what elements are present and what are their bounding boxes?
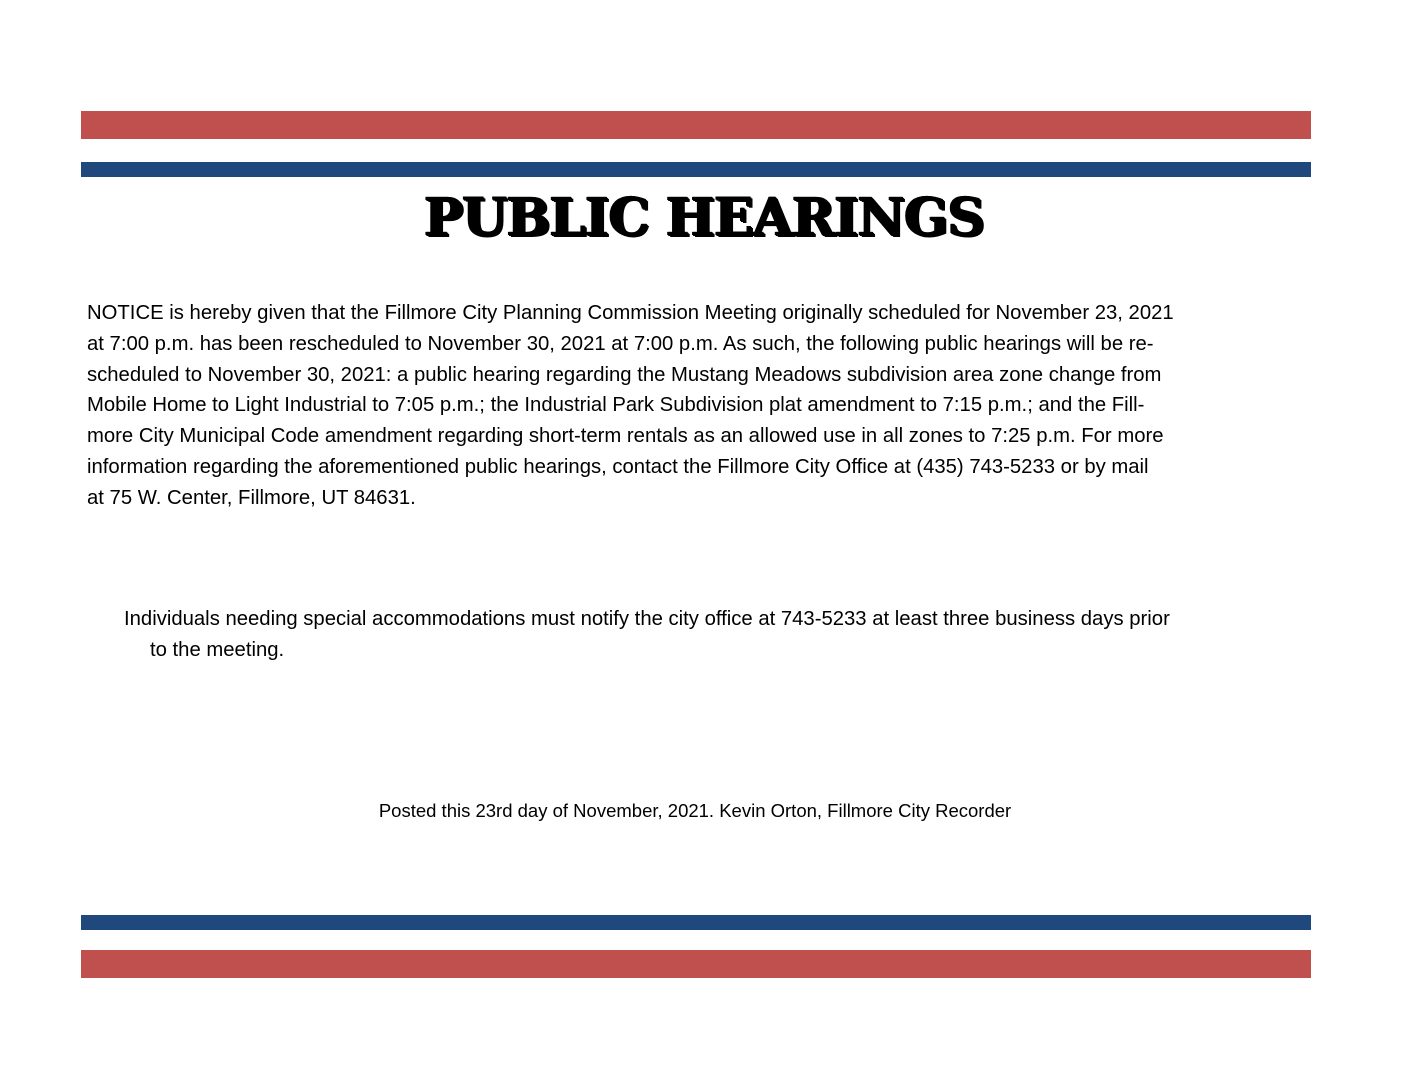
accommodations-line: Individuals needing special accommodations must notify the city office at 743-5233 at least three business days prior [124,608,1170,630]
top-blue-band [81,162,1311,177]
top-red-band [81,111,1311,139]
bottom-red-band [81,950,1311,978]
notice-paragraph [87,298,1312,514]
accommodations-paragraph [124,604,1324,665]
posted-signature-line: Posted this 23rd day of November, 2021. Kevin Orton, Fillmore City Recorder [378,800,1012,821]
notice-line: Mobile Home to Light Industrial to 7:05 p.m.; the Industrial Park Subdivision plat amendment to 7:15 p.m.; and the Fill- [87,394,1145,417]
notice-line: at 75 W. Center, Fillmore, UT 84631. [87,486,416,509]
accommodations-line: to the meeting. [150,638,285,661]
notice-line: more City Municipal Code amendment regarding short-term rentals as an allowed use in all zones to 7:25 p.m. For more [87,425,1164,448]
bottom-blue-band [81,915,1311,930]
notice-line: at 7:00 p.m. has been rescheduled to November 30, 2021 at 7:00 p.m. As such, the following public hearings will be re- [87,332,1154,355]
page-title: PUBLIC HEARINGS [424,187,984,248]
notice-line: NOTICE is hereby given that the Fillmore City Planning Commission Meeting originally scheduled for November 23, 2021 [87,302,1174,324]
notice-line: scheduled to November 30, 2021: a public hearing regarding the Mustang Meadows subdivision area zone change from [87,363,1162,386]
notice-line: information regarding the aforementioned public hearings, contact the Fillmore City Office at (435) 743-5233 or by mail [87,455,1149,478]
